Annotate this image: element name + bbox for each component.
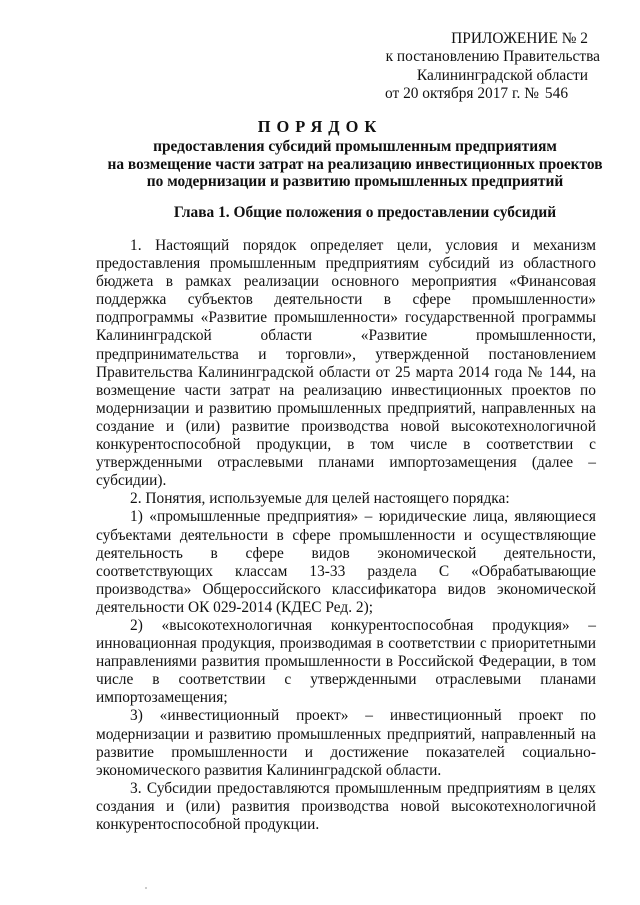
appendix-number: ПРИЛОЖЕНИЕ № 2 xyxy=(451,30,588,47)
paragraph: 3) «инвестиционный проект» – инвестиционный проект по модернизации и развитию промышленных предприятий, направленный на развитие промышленности и достижение показателей социально-экономического развития Калининградской области. xyxy=(96,707,596,779)
paragraph: 2) «высокотехнологичная конкурентоспособная продукция» – инновационная продукция, производимая в соответствии с приоритетными направлениями развития промышленности в Российской Федерации, в том числе в соответствии с утвержденными отраслевыми планами импортозамещения; xyxy=(96,616,596,707)
appendix-header xyxy=(385,30,600,104)
document-body xyxy=(96,237,596,834)
subtitle-line: предоставления субсидий промышленным предприятиям xyxy=(153,138,557,155)
document-title: ПОРЯДОК xyxy=(257,117,383,136)
subtitle-line: по модернизации и развитию промышленных предприятий xyxy=(146,173,564,191)
appendix-decree-number: 546 xyxy=(544,85,569,103)
appendix-date: от 20 октября 2017 г. № xyxy=(385,85,539,103)
appendix-region: Калининградской области xyxy=(416,66,588,84)
appendix-reference: к постановлению Правительства xyxy=(385,48,600,66)
appendix-date-line xyxy=(385,85,600,103)
paragraph: 3. Субсидии предоставляются промышленным предприятиям в целях создания и (или) развития производства новой высокотехнологичной конкурентоспособной продукции. xyxy=(96,779,596,833)
subtitle-line: на возмещение части затрат на реализацию инвестиционных проектов xyxy=(107,155,603,173)
chapter-heading: Глава 1. Общие положения о предоставлении субсидий xyxy=(173,204,557,221)
document-subtitle xyxy=(95,138,615,191)
paragraph: 2. Понятия, используемые для целей настоящего порядка: xyxy=(130,490,510,508)
paragraph: 1) «промышленные предприятия» – юридические лица, являющиеся субъектами деятельности в сфере промышленности и осуществляющие деятельность в сфере видов экономической деятельности, соответствующих классам 13-33 раздела С «Обрабатывающие производства» Общероссийского классификатора видов экономической деятельности ОК 029-2014 (КДЕС Ред. 2); xyxy=(96,508,596,616)
paragraph: 1. Настоящий порядок определяет цели, условия и механизм предоставления промышленным предприятиям субсидий из областного бюджета в рамках реализации основного мероприятия «Финансовая поддержка субъектов деятельности в сфере промышленности» подпрограммы «Развитие промышленности» государственной программы Калининградской области «Развитие промышленности, предпринимательства и торговли», утвержденной постановлением Правительства Калининградской области от 25 марта 2014 года № 144, на возмещение части затрат на реализацию инвестиционных проектов по модернизации и развитию промышленных предприятий, направленных на создание и (или) развитие производства новой высокотехнологичной конкурентоспособной продукции, в том числе в соответствии с утвержденными отраслевыми планами импортозамещения (далее – субсидии). xyxy=(96,237,596,490)
scan-speck xyxy=(145,887,147,889)
